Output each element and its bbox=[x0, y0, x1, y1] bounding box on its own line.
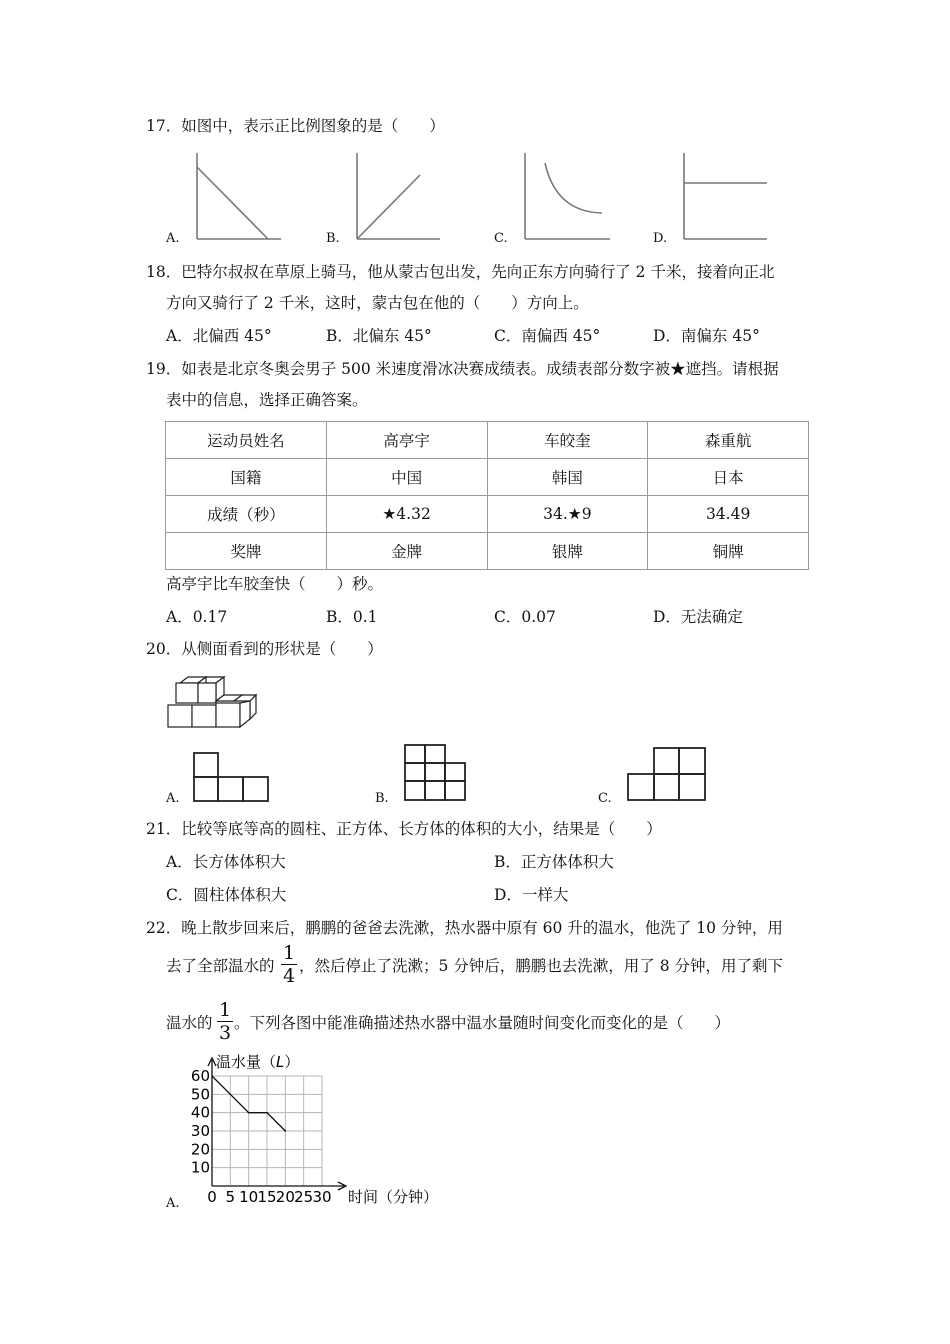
data-point bbox=[248, 1112, 250, 1114]
q21-option-a: A．长方体体积大 bbox=[166, 853, 286, 871]
q22-line3-a: 温水的 bbox=[166, 1014, 213, 1032]
x-tick-label: 30 bbox=[312, 1188, 332, 1206]
fraction-denominator: 3 bbox=[218, 1022, 232, 1044]
table-cell: 铜牌 bbox=[648, 533, 809, 570]
y-tick-label: 30 bbox=[190, 1122, 210, 1140]
table-cell: 运动员姓名 bbox=[166, 422, 327, 459]
y-tick-label: 60 bbox=[190, 1067, 210, 1085]
table-cell: 奖牌 bbox=[166, 533, 327, 570]
q21-option-b: B．正方体体积大 bbox=[494, 853, 614, 871]
q18-option-a: A．北偏西 45° bbox=[166, 327, 272, 345]
q18-option-d: D．南偏东 45° bbox=[653, 327, 760, 345]
q18-option-c: C．南偏西 45° bbox=[494, 327, 601, 345]
y-tick-label: 40 bbox=[190, 1103, 210, 1122]
q18-stem-line1: 18．巴特尔叔叔在草原上骑马，他从蒙古包出发，先向正东方向骑行了 2 千米，接着向正北 bbox=[146, 263, 775, 281]
q22-line2-a: 去了全部温水的 bbox=[166, 957, 275, 975]
table-cell: 金牌 bbox=[326, 533, 487, 570]
table-cell: 韩国 bbox=[487, 459, 648, 496]
x-tick-label: 10 bbox=[239, 1188, 259, 1206]
q22-line3-b: 。下列各图中能准确描述热水器中温水量随时间变化而变化的是（ ） bbox=[234, 1014, 731, 1032]
q19-question: 高亭宇比车胶奎快（ ）秒。 bbox=[166, 575, 384, 593]
chart-y-axis-label: 温水量（L） bbox=[216, 1053, 300, 1071]
fraction-numerator: 1 bbox=[218, 999, 232, 1021]
q20-stem: 20．从侧面看到的形状是（ ） bbox=[146, 640, 383, 658]
table-cell: 国籍 bbox=[166, 459, 327, 496]
q19-option-c: C．0.07 bbox=[494, 608, 556, 626]
q19-option-a: A．0.17 bbox=[166, 608, 228, 626]
q19-option-b: B．0.1 bbox=[326, 608, 378, 626]
q19-option-d: D．无法确定 bbox=[653, 608, 743, 626]
table-cell: 日本 bbox=[648, 459, 809, 496]
data-point bbox=[285, 1130, 287, 1132]
chart-x-axis-label: 时间（分钟） bbox=[348, 1188, 439, 1206]
q17-option-b: B. bbox=[326, 231, 340, 246]
x-tick-label: 20 bbox=[275, 1188, 295, 1206]
fraction-numerator: 1 bbox=[282, 942, 296, 964]
q17-stem: 17．如图中，表示正比例图象的是（ ） bbox=[146, 117, 445, 135]
table-cell: 34.★9 bbox=[487, 496, 648, 533]
y-tick-label: 10 bbox=[190, 1158, 210, 1177]
q19-stem-line1: 19．如表是北京冬奥会男子 500 米速度滑冰决赛成绩表。成绩表部分数字被★遮挡。请根据 bbox=[146, 360, 779, 378]
data-point bbox=[266, 1112, 268, 1114]
q20-option-c: C. bbox=[598, 791, 612, 806]
data-point bbox=[230, 1094, 232, 1096]
table-cell: 森重航 bbox=[648, 422, 809, 459]
q18-option-b: B．北偏东 45° bbox=[326, 327, 432, 345]
table-cell: 34.49 bbox=[648, 496, 809, 533]
q20-option-b: B. bbox=[375, 791, 389, 806]
q21-option-d: D．一样大 bbox=[494, 886, 569, 904]
q22-line2-b: ，然后停止了洗漱；5 分钟后，鹏鹏也去洗漱，用了 8 分钟，用了剩下 bbox=[299, 957, 784, 975]
x-tick-label: 25 bbox=[294, 1188, 314, 1206]
q17-option-d: D. bbox=[653, 231, 668, 246]
table-cell: 高亭宇 bbox=[326, 422, 487, 459]
q21-stem: 21．比较等底等高的圆柱、正方体、长方体的体积的大小，结果是（ ） bbox=[146, 820, 662, 838]
table-cell: 成绩（秒） bbox=[166, 496, 327, 533]
x-tick-label: 15 bbox=[257, 1188, 277, 1206]
q22-line1: 22．晚上散步回来后，鹏鹏的爸爸去洗漱，热水器中原有 60 升的温水，他洗了 10 分钟，用 bbox=[146, 919, 783, 937]
q19-stem-line2: 表中的信息，选择正确答案。 bbox=[166, 391, 368, 409]
fraction-denominator: 4 bbox=[282, 965, 296, 987]
table-cell: 中国 bbox=[326, 459, 487, 496]
q17-option-a: A. bbox=[166, 231, 180, 246]
table-cell: 银牌 bbox=[487, 533, 648, 570]
data-point bbox=[211, 1075, 213, 1077]
table-cell: ★4.32 bbox=[326, 496, 487, 533]
x-tick-label: 5 bbox=[225, 1188, 236, 1206]
q20-option-a: A. bbox=[166, 791, 180, 806]
y-tick-label: 50 bbox=[190, 1085, 210, 1104]
q21-option-c: C．圆柱体体积大 bbox=[166, 886, 287, 904]
table-cell: 车皎奎 bbox=[487, 422, 648, 459]
q17-option-c: C. bbox=[494, 231, 508, 246]
x-tick-label: 0 bbox=[207, 1188, 217, 1206]
q18-stem-line2: 方向又骑行了 2 千米，这时，蒙古包在他的（ ）方向上。 bbox=[166, 294, 589, 312]
y-tick-label: 20 bbox=[190, 1140, 210, 1159]
q22-option-a: A. bbox=[166, 1196, 180, 1211]
